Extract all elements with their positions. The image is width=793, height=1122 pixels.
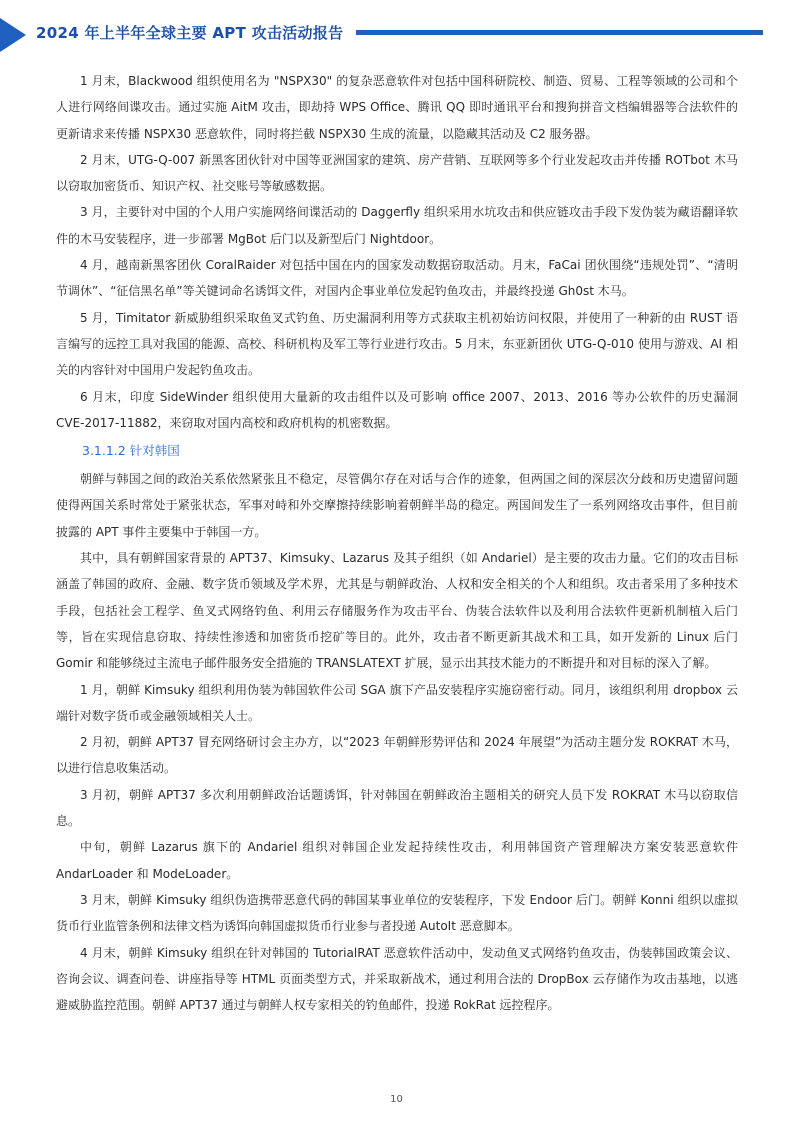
header-rule (356, 30, 763, 35)
body-paragraph: 3 月初，朝鲜 APT37 多次利用朝鲜政治话题诱饵，针对韩国在朝鲜政治主题相关的研究人员下发 ROKRAT 木马以窃取信息。 (56, 787, 738, 829)
body-paragraph: 3 月末，朝鲜 Kimsuky 组织伪造携带恶意代码的韩国某事业单位的安装程序，下发 Endoor 后门。朝鲜 Konni 组织以虚拟货币行业监管条例和法律文档为诱饵向韩国虚拟货币行业参与者投递 AutoIt 恶意脚本。 (56, 892, 738, 934)
body-paragraph: 5 月，Timitator 新威胁组织采取鱼叉式钓鱼、历史漏洞利用等方式获取主机初始访问权限，并使用了一种新的由 RUST 语言编写的远控工具对我国的能源、高校、科研机构及军工等行业进行攻击。5 月末，东亚新团伙 UTG-Q-010 使用与游戏、AI 相关的内容针对中国用户发起钓鱼攻击。 (56, 310, 738, 378)
body-paragraph: 中旬，朝鲜 Lazarus 旗下的 Andariel 组织对韩国企业发起持续性攻击，利用韩国资产管理解决方案安装恶意软件 AndarLoader 和 ModeLoader。 (56, 840, 738, 881)
body-paragraph: 2 月初，朝鲜 APT37 冒充网络研讨会主办方，以“2023 年朝鲜形势评估和 2024 年展望”为活动主题分发 ROKRAT 木马，以进行信息收集活动。 (56, 735, 738, 776)
body-paragraph: 1 月末，Blackwood 组织使用名为 "NSPX30" 的复杂恶意软件对包括中国科研院校、制造、贸易、工程等领域的公司和个人进行网络间谍攻击。通过实施 AitM 攻击，即劫持 WPS Office、腾讯 QQ 即时通讯平台和搜狗拼音文档编辑器等合法软件的更新请求来传播 NSPX30 恶意软件，同时将拦截 NSPX30 生成的流量，以隐藏其活动及 C2 服务器。 (56, 74, 738, 141)
body-paragraph: 3 月，主要针对中国的个人用户实施网络间谍活动的 Daggerfly 组织采用水坑攻击和供应链攻击手段下发伪装为藏语翻译软件的木马安装程序，进一步部署 MgBot 后门以及新型后门 Nightdoor。 (56, 205, 738, 246)
page-header (0, 18, 793, 52)
body-paragraph: 4 月末，朝鲜 Kimsuky 组织在针对韩国的 TutorialRAT 恶意软件活动中，发动鱼叉式网络钓鱼攻击，伪装韩国政策会议、咨询会议、调查问卷、讲座指导等 HTML 页面类型方式，并采取新战术，通过利用合法的 DropBox 云存储作为攻击基地，以逃避威胁监控范围。朝鲜 APT37 通过与朝鲜人权专家相关的钓鱼邮件，投递 RokRat 远控程序。 (56, 945, 738, 1013)
page-number: 10 (390, 1094, 403, 1105)
body-paragraph: 朝鲜与韩国之间的政治关系依然紧张且不稳定，尽管偶尔存在对话与合作的迹象，但两国之间的深层次分歧和历史遗留问题使得两国关系时常处于紧张状态，军事对峙和外交摩擦持续影响着朝鲜半岛的稳定。两国间发生了一系列网络攻击事件，但目前披露的 APT 事件主要集中于韩国一方。 (56, 472, 738, 539)
body-paragraph: 6 月末，印度 SideWinder 组织使用大量新的攻击组件以及可影响 office 2007、2013、2016 等办公软件的历史漏洞 CVE-2017-11882，来窃取对国内高校和政府机构的机密数据。 (56, 389, 738, 430)
body-paragraph: 1 月，朝鲜 Kimsuky 组织利用伪装为韩国软件公司 SGA 旗下产品安装程序实施窃密行动。同月，该组织利用 dropbox 云端针对数字货币或金融领域相关人士。 (56, 682, 738, 723)
report-title: 2024 年上半年全球主要 APT 攻击活动报告 (36, 24, 344, 42)
report-body (56, 68, 738, 1018)
section-heading: 3.1.1.2 针对韩国 (82, 443, 180, 459)
body-paragraph: 4 月，越南新黑客团伙 CoralRaider 对包括中国在内的国家发动数据窃取活动。月末，FaCai 团伙围绕“违规处罚”、“清明节调休”、“征信黑名单”等关键词命名诱饵文件，对国内企事业单位发起钓鱼攻击，并最终投递 Gh0st 木马。 (56, 258, 738, 299)
body-paragraph: 2 月末，UTG-Q-007 新黑客团伙针对中国等亚洲国家的建筑、房产营销、互联网等多个行业发起攻击并传播 ROTbot 木马以窃取加密货币、知识产权、社交账号等敏感数据。 (56, 152, 738, 194)
body-paragraph: 其中，具有朝鲜国家背景的 APT37、Kimsuky、Lazarus 及其子组织（如 Andariel）是主要的攻击力量。它们的攻击目标涵盖了韩国的政府、金融、数字货币领域及学术界，尤其是与朝鲜政治、人权和安全相关的个人和组织。攻击者采用了多种技术手段，包括社会工程学、鱼叉式网络钓鱼、利用云存储服务作为攻击平台、伪装合法软件以及利用合法软件更新机制植入后门等，旨在实现信息窃取、持续性渗透和加密货币挖矿等目的。此外，攻击者不断更新其战术和工具，如开发新的 Linux 后门 Gomir 和能够绕过主流电子邮件服务安全措施的 TRANSLATEXT 扩展，显示出其技术能力的不断提升和对目标的深入了解。 (56, 551, 738, 671)
header-triangle-icon (0, 18, 26, 52)
